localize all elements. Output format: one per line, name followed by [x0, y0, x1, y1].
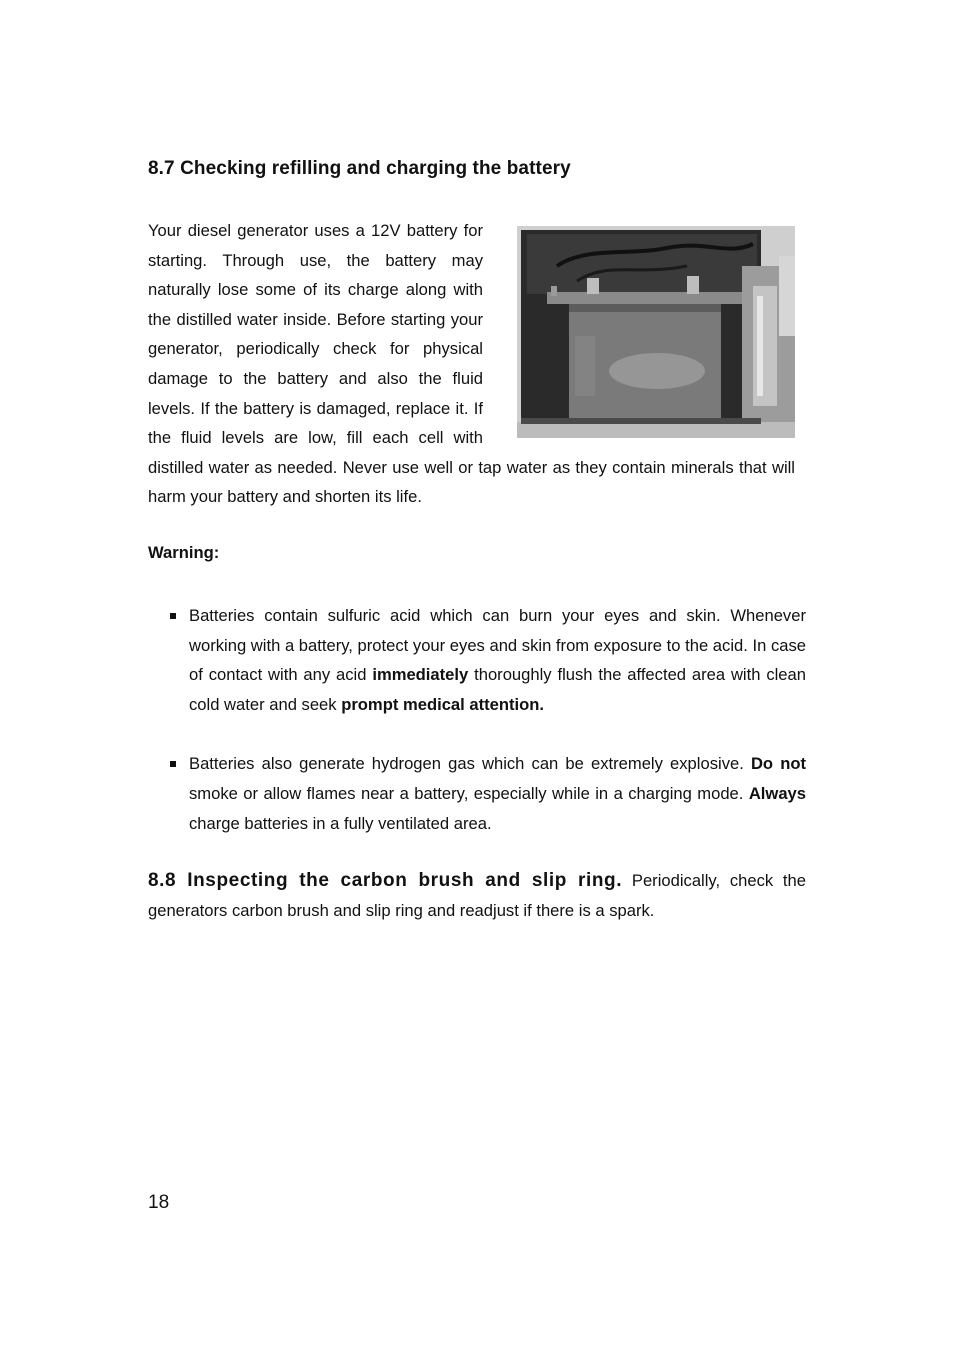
square-bullet-icon: [170, 613, 176, 619]
warning-list: [148, 601, 806, 868]
square-bullet-icon: [170, 761, 176, 767]
page-number: 18: [148, 1192, 170, 1213]
section-heading-8-7: 8.7 Checking refilling and charging the battery: [148, 158, 571, 179]
battery-photo: [517, 226, 795, 438]
warning-item-hydrogen: Batteries also generate hydrogen gas which can be extremely explosive. Do not smoke or allow flames near a battery, especially while in a charging mode. Always charge batteries in a fully ventilated area.: [148, 749, 806, 838]
warning-label: Warning:: [148, 543, 220, 562]
warning-item-acid: Batteries contain sulfuric acid which can burn your eyes and skin. Whenever working with a battery, protect your eyes and skin from exposure to the acid. In case of contact with any acid immediately thoroughly flush the affected area with clean cold water and seek prompt medical attention.: [148, 601, 806, 719]
section-8-7-body: [148, 216, 795, 512]
section-heading-8-8: 8.8 Inspecting the carbon brush and slip ring.: [148, 870, 623, 891]
section-8-7-text: Your diesel generator uses a 12V battery for starting. Through use, the battery may naturally lose some of its charge along with the distilled water inside. Before starting your generator, periodically check for physical damage to the battery and also the fluid levels. If the battery is damaged, replace it. If the fluid levels are low, fill each cell with distilled water as needed. Never use well or tap water as they contain minerals that will harm your battery and shorten its life.: [148, 221, 795, 507]
section-8-8: [148, 866, 806, 926]
section-8-8-text: Periodically, check the generators carbon brush and slip ring and readjust if there is a spark.: [148, 871, 806, 920]
